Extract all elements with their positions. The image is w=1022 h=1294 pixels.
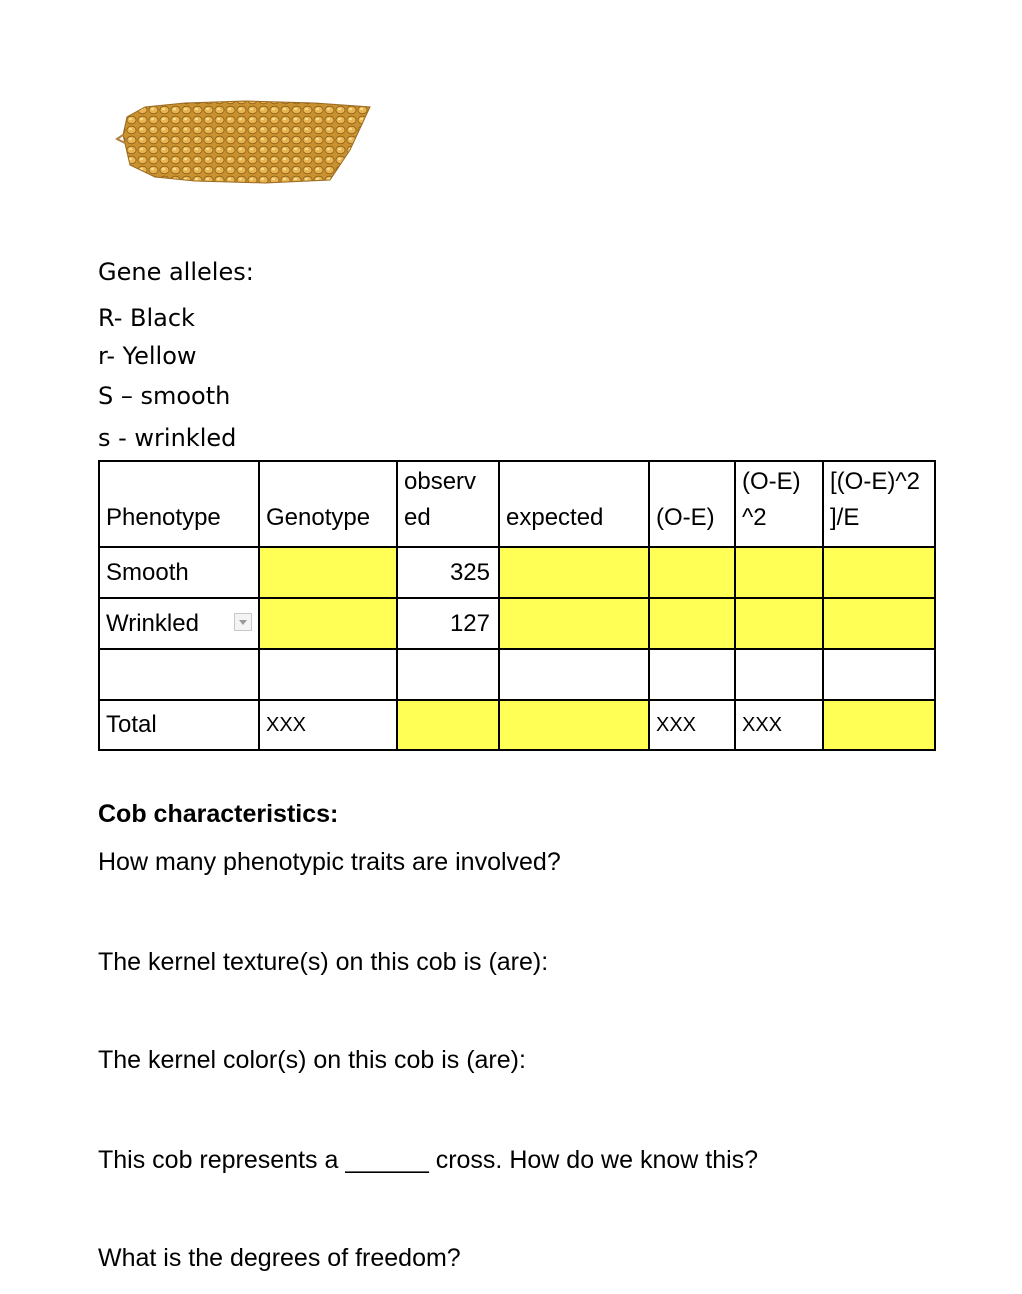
header-phenotype: Phenotype <box>99 461 259 547</box>
observed-cell: 127 <box>397 598 499 649</box>
header-observed: observ ed <box>397 461 499 547</box>
expected-input-cell[interactable] <box>499 598 649 649</box>
expected-input-cell[interactable] <box>499 547 649 598</box>
empty-cell[interactable] <box>499 649 649 700</box>
dropdown-arrow-icon[interactable] <box>234 613 252 631</box>
phenotype-label: Wrinkled <box>106 609 199 637</box>
question-texture: The kernel texture(s) on this cob is (are): <box>98 948 549 976</box>
total-genotype-cell: XXX <box>259 700 397 750</box>
o-minus-e-squared-input-cell[interactable] <box>735 547 823 598</box>
o-minus-e-squared-input-cell[interactable] <box>735 598 823 649</box>
chi-term-input-cell[interactable] <box>823 598 935 649</box>
cob-characteristics-heading: Cob characteristics: <box>98 800 339 828</box>
empty-cell[interactable] <box>397 649 499 700</box>
total-expected-input-cell[interactable] <box>499 700 649 750</box>
allele-item: S – smooth <box>98 382 231 410</box>
header-genotype: Genotype <box>259 461 397 547</box>
allele-item: s - wrinkled <box>98 424 237 452</box>
genotype-input-cell[interactable] <box>259 547 397 598</box>
table-row-total <box>99 700 935 750</box>
empty-cell[interactable] <box>823 649 935 700</box>
total-label: Total <box>99 700 259 750</box>
corn-cob-image <box>115 95 375 190</box>
observed-cell: 325 <box>397 547 499 598</box>
empty-cell[interactable] <box>649 649 735 700</box>
table-header-row <box>99 461 935 547</box>
question-traits: How many phenotypic traits are involved? <box>98 848 561 876</box>
header-chi-term: [(O-E)^2 ]/E <box>823 461 935 547</box>
o-minus-e-input-cell[interactable] <box>649 547 735 598</box>
table-row <box>99 598 935 649</box>
phenotype-cell[interactable] <box>99 649 259 700</box>
total-o-minus-e-squared-cell: XXX <box>735 700 823 750</box>
alleles-heading: Gene alleles: <box>98 258 254 286</box>
phenotype-cell: Smooth <box>99 547 259 598</box>
chi-square-total-input-cell[interactable] <box>823 700 935 750</box>
total-o-minus-e-cell: XXX <box>649 700 735 750</box>
allele-item: r- Yellow <box>98 342 197 370</box>
header-o-minus-e-squared: (O-E) ^2 <box>735 461 823 547</box>
header-expected: expected <box>499 461 649 547</box>
genotype-input-cell[interactable] <box>259 598 397 649</box>
table-row <box>99 547 935 598</box>
allele-item: R- Black <box>98 304 195 332</box>
empty-cell[interactable] <box>735 649 823 700</box>
table-row <box>99 649 935 700</box>
question-cross: This cob represents a ______ cross. How do we know this? <box>98 1146 759 1174</box>
empty-cell[interactable] <box>259 649 397 700</box>
question-degrees-of-freedom: What is the degrees of freedom? <box>98 1244 461 1272</box>
question-color: The kernel color(s) on this cob is (are): <box>98 1046 526 1074</box>
chi-term-input-cell[interactable] <box>823 547 935 598</box>
o-minus-e-input-cell[interactable] <box>649 598 735 649</box>
total-observed-input-cell[interactable] <box>397 700 499 750</box>
chi-square-table <box>98 460 936 751</box>
header-o-minus-e: (O-E) <box>649 461 735 547</box>
phenotype-cell <box>99 598 259 649</box>
